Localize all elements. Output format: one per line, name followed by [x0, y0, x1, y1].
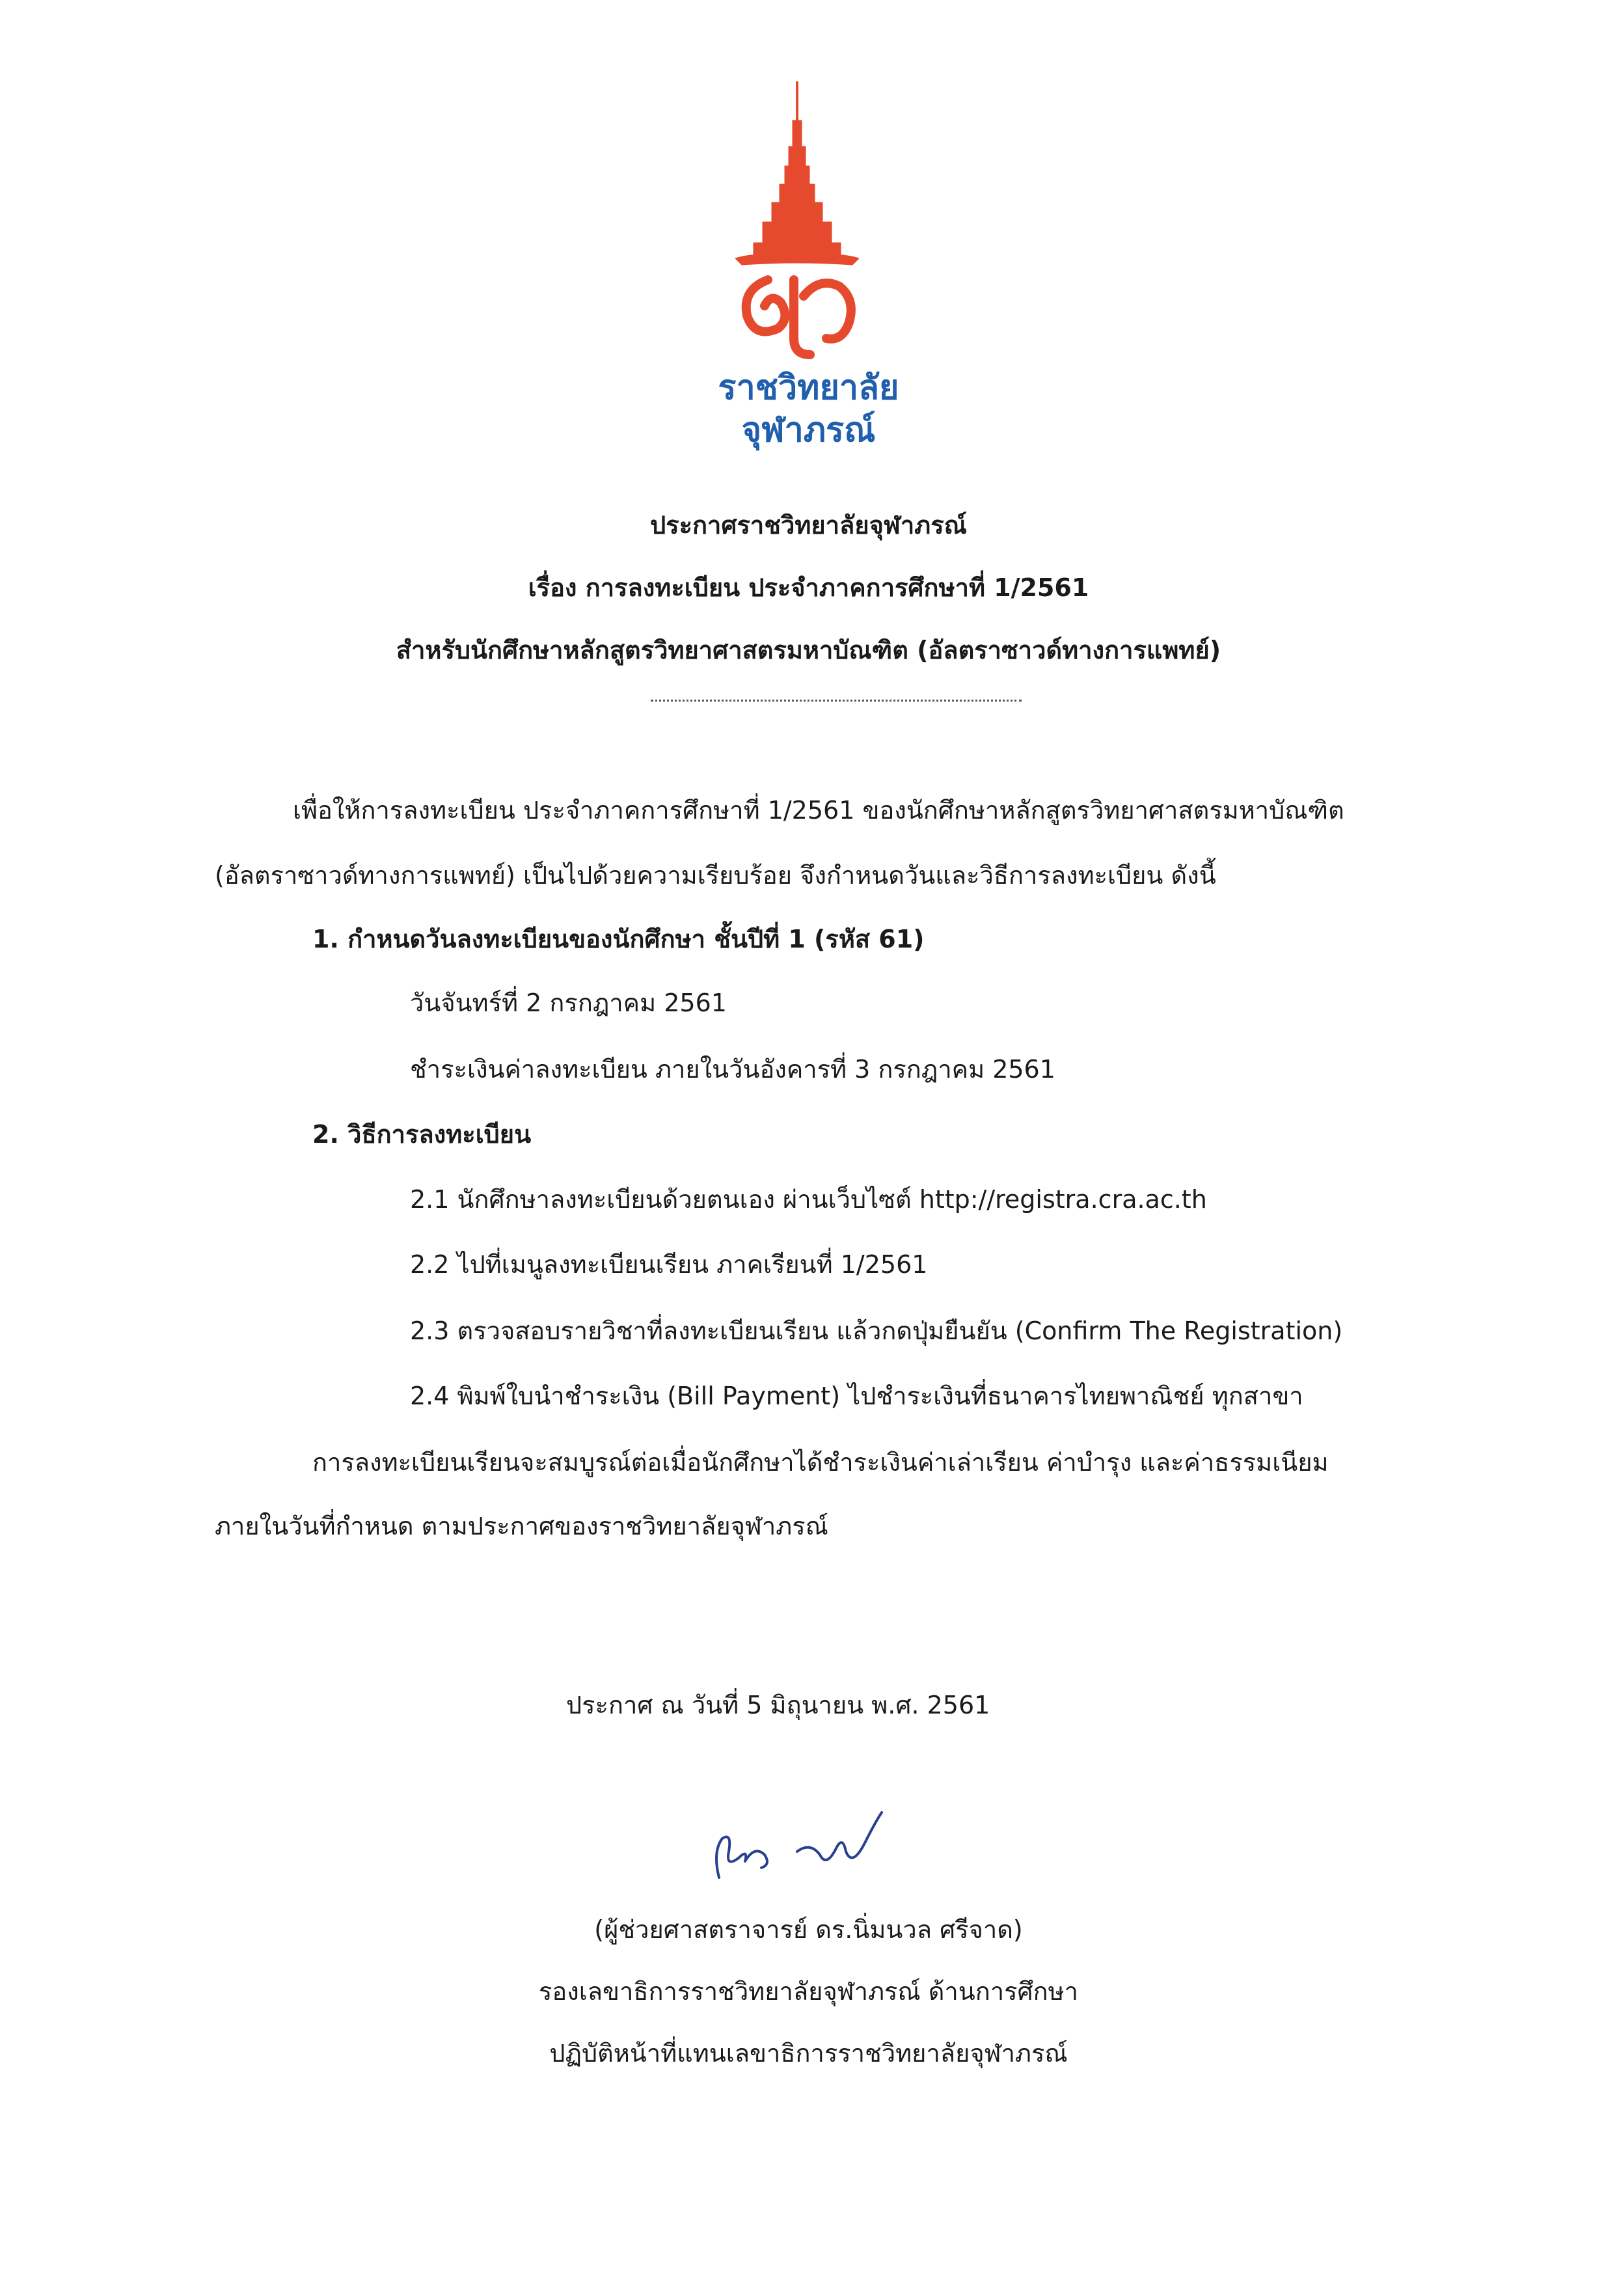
- signer-position: รองเลขาธิการราชวิทยาลัยจุฬาภรณ์ ด้านการศึกษา: [538, 1977, 1079, 2006]
- section2-heading: 2. วิธีการลงทะเบียน: [312, 1120, 532, 1149]
- step-item: 2.4 พิมพ์ใบนำชำระเงิน (Bill Payment) ไปชำระเงินที่ธนาคารไทยพาณิชย์ ทุกสาขา: [410, 1382, 1303, 1410]
- payment-deadline: ชำระเงินค่าลงทะเบียน ภายในวันอังคารที่ 3 กรกฎาคม 2561: [410, 1055, 1055, 1084]
- announced-date: ประกาศ ณ วันที่ 5 มิถุนายน พ.ศ. 2561: [566, 1691, 990, 1719]
- heading-divider: [651, 700, 1022, 702]
- college-name-line2: จุฬาภรณ์: [741, 411, 876, 450]
- intro-line-1: เพื่อให้การลงทะเบียน ประจำภาคการศึกษาที่ 1/2561 ของนักศึกษาหลักสูตรวิทยาศาสตรมหาบัณฑิต: [293, 796, 1344, 825]
- college-emblem-icon: [729, 81, 865, 368]
- section1-heading: 1. กำหนดวันลงทะเบียนของนักศึกษา ชั้นปีที่ 1 (รหัส 61): [312, 925, 925, 953]
- registration-date: วันจันทร์ที่ 2 กรกฎาคม 2561: [410, 989, 727, 1017]
- announcement-subject: เรื่อง การลงทะเบียน ประจำภาคการศึกษาที่ 1/2561: [528, 573, 1089, 602]
- closing-line-2: ภายในวันที่กำหนด ตามประกาศของราชวิทยาลัยจุฬาภรณ์: [215, 1512, 828, 1540]
- signer-acting-role: ปฏิบัติหน้าที่แทนเลขาธิการราชวิทยาลัยจุฬาภรณ์: [549, 2039, 1068, 2068]
- step-item: 2.2 ไปที่เมนูลงทะเบียนเรียน ภาคเรียนที่ 1/2561: [410, 1250, 928, 1279]
- intro-line-2: (อัลตราซาวด์ทางการแพทย์) เป็นไปด้วยความเรียบร้อย จึงกำหนดวันและวิธีการลงทะเบียน ดังนี้: [215, 861, 1216, 890]
- step-item: 2.3 ตรวจสอบรายวิชาที่ลงทะเบียนเรียน แล้วกดปุ่มยืนยัน (Confirm The Registration): [410, 1317, 1343, 1345]
- announcement-audience: สำหรับนักศึกษาหลักสูตรวิทยาศาสตรมหาบัณฑิต (อัลตราซาวด์ทางการแพทย์): [396, 636, 1221, 664]
- step-item: 2.1 นักศึกษาลงทะเบียนด้วยตนเอง ผ่านเว็บไซต์ http://registra.cra.ac.th: [410, 1185, 1207, 1214]
- signer-name: (ผู้ช่วยศาสตราจารย์ ดร.นิ่มนวล ศรีจาด): [594, 1915, 1023, 1944]
- handwritten-signature-icon: [700, 1806, 888, 1891]
- announcement-title: ประกาศราชวิทยาลัยจุฬาภรณ์: [650, 511, 967, 540]
- closing-line-1: การลงทะเบียนเรียนจะสมบูรณ์ต่อเมื่อนักศึกษาได้ชำระเงินค่าเล่าเรียน ค่าบำรุง และค่าธรรมเนียม: [312, 1448, 1329, 1477]
- college-name-line1: ราชวิทยาลัย: [718, 368, 899, 407]
